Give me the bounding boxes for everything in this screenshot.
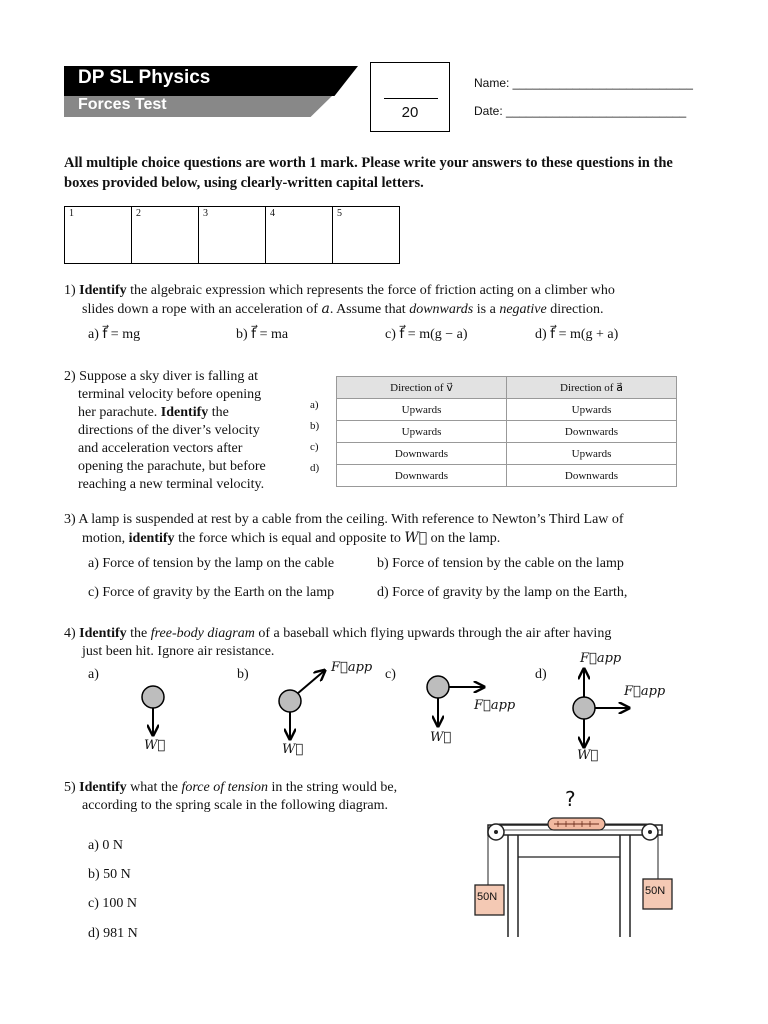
question-2: 2) Suppose a sky diver is falling at terminal velocity before opening her parachute. Identify the directions of the diver’s velocity and acceleration vectors after opening the parachute, but before reaching a new terminal velocity. [64, 369, 266, 492]
q2-row-label-b: b) [310, 420, 320, 432]
table-header-velocity: Direction of v⃗ [337, 377, 507, 399]
w-label-d: W⃗ [577, 748, 599, 763]
fbd-option-d [573, 670, 628, 746]
instructions: All multiple choice questions are worth 1 mark. Please write your answers to these questions in the boxes provided below, using clearly-written capital letters. [64, 155, 673, 191]
table-header-acceleration: Direction of a⃗ [507, 377, 677, 399]
answer-box-2[interactable]: 2 [132, 207, 199, 264]
answer-box-4[interactable]: 4 [266, 207, 333, 264]
q4-label-a: a) [88, 667, 99, 682]
w-label-b: W⃗ [282, 742, 304, 757]
table-row: Upwards Downwards [337, 421, 677, 443]
table-row: Downwards Upwards [337, 443, 677, 465]
q1-option-d: d) f⃗ = m(g + a) [535, 327, 619, 342]
fbd-option-a [142, 686, 164, 734]
q2-row-label-a: a) [310, 399, 319, 411]
fapp-label-d-right: F⃗app [624, 684, 666, 699]
q3-option-c: c) Force of gravity by the Earth on the lamp [88, 585, 335, 600]
page-subtitle: Forces Test [78, 96, 167, 113]
fapp-label-c: F⃗app [474, 698, 516, 713]
table-row: Upwards Upwards [337, 399, 677, 421]
answer-box-1[interactable]: 1 [65, 207, 132, 264]
q3-option-d: d) Force of gravity by the lamp on the Earth, [377, 585, 628, 600]
date-field[interactable]: Date: ___________________________ [474, 104, 687, 118]
question-5: 5) Identify what the force of tension in the string would be, according to the spring scale in the following diagram. [64, 780, 398, 813]
q1-option-a: a) f⃗ = mg [88, 327, 141, 342]
q3-option-a: a) Force of tension by the lamp on the cable [88, 556, 335, 571]
question-mark: ? [565, 787, 576, 811]
q4-label-b: b) [237, 667, 249, 682]
question-4: 4) Identify the free-body diagram of a baseball which flying upwards through the air after having just been hit. Ignore air resistance. [64, 626, 612, 659]
fbd-option-b [279, 671, 324, 738]
q2-row-label-d: d) [310, 462, 320, 474]
q4-label-c: c) [385, 667, 396, 682]
question-1: 1) Identify the algebraic expression which represents the force of friction acting on a climber who slides down a rope with an acceleration of a. Assume that downwards is a negative direction. [64, 283, 615, 317]
weight-right-label: 50N [645, 885, 666, 897]
q5-option-c: c) 100 N [88, 896, 137, 911]
w-label-a: W⃗ [144, 738, 166, 753]
q1-option-b: b) f⃗ = ma [236, 327, 289, 342]
q3-option-b: b) Force of tension by the cable on the lamp [377, 556, 624, 571]
q5-option-a: a) 0 N [88, 838, 123, 853]
q4-label-d: d) [535, 667, 547, 682]
page-title: DP SL Physics [78, 67, 211, 88]
answer-box-5[interactable]: 5 [333, 207, 400, 264]
fapp-label-d-up: F⃗app [580, 651, 622, 666]
w-label-c: W⃗ [430, 730, 452, 745]
q2-row-label-c: c) [310, 441, 319, 453]
q5-option-d: d) 981 N [88, 926, 138, 941]
score-total: 20 [401, 104, 419, 121]
q1-option-c: c) f⃗ = m(g − a) [385, 327, 468, 342]
q5-option-b: b) 50 N [88, 867, 131, 882]
table-row: Downwards Downwards [337, 465, 677, 487]
weight-left-label: 50N [477, 891, 498, 903]
name-field[interactable]: Name: ___________________________ [474, 76, 693, 90]
question-3: 3) A lamp is suspended at rest by a cable from the ceiling. With reference to Newton’s Third Law of motion, identify the force which is equal and opposite to W⃗ on the lamp. [64, 512, 624, 546]
fapp-label-b: F⃗app [331, 660, 373, 675]
answer-box-3[interactable]: 3 [199, 207, 266, 264]
